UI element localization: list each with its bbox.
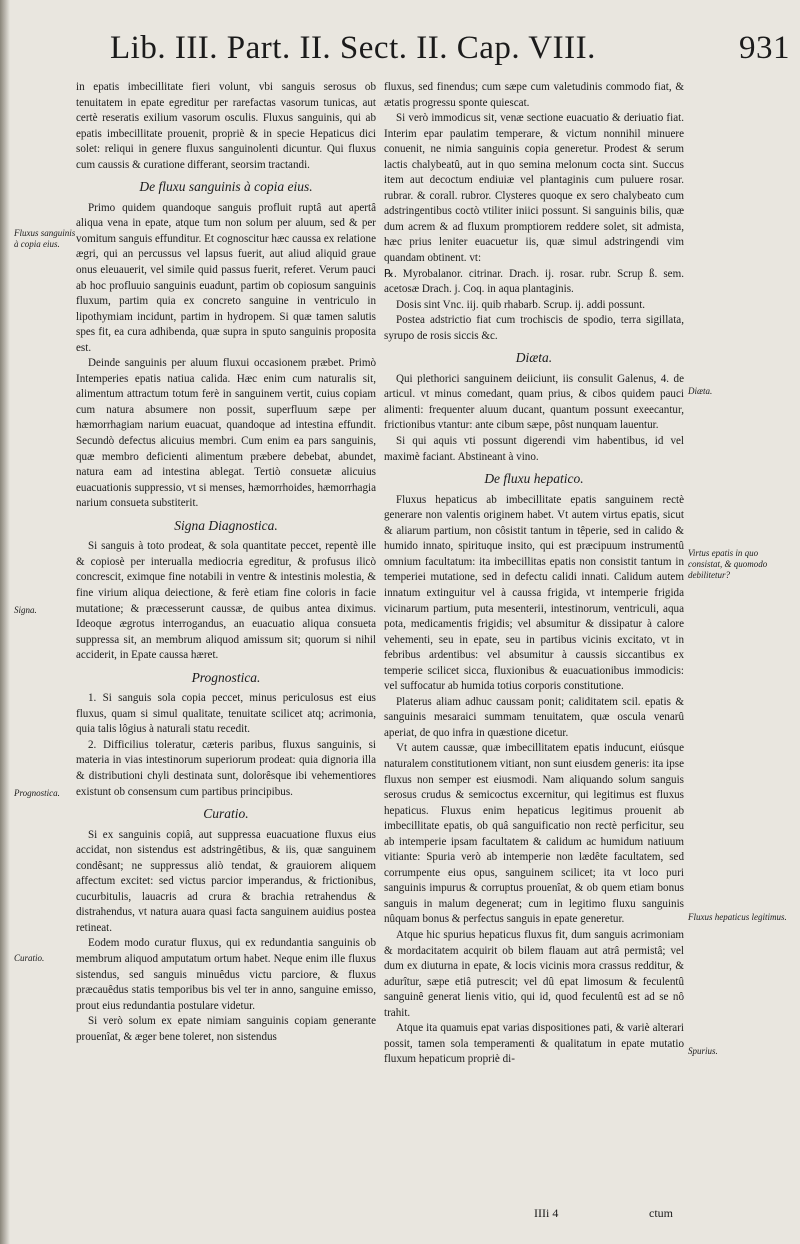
margin-note-curatio: Curatio. [14,953,45,963]
paragraph: Si verò immodicus sit, venæ sectione euacuatio & deriuatio fiat. Interim epar paulatim temperare, & victum nonnihil minuere conuenit, ne nimia sanguinis copia generetur. Prodest & serum lactis chalybeatû, aut in quo semina melonum cocta sint. Succus item aut decoctum endiuiæ vel plantaginis cum puluere rosar. rubrar. & corall. rubror. Clysteres quoque ex sero chalybeato cum adstringentibus coctò vtiliter iniici possunt. Si sanguinis bilis, quæ dum acrem & ad fluxum promptiorem reddere solet, sit admista, hæc prius leniter euacuetur iis, quæ simul adstringendi vim quandam obtinent. vt: [384,112,684,265]
margin-note-virtus: Virtus epatis in quo consistat, & quomodo debilitetur? [688,548,768,580]
paragraph: Vt autem caussæ, quæ imbecillitatem epatis inducunt, eiúsque naturalem constitutionem vitiant, non sunt eiusdem generis: ita ipse fluxus non semper est eiusmodi. Nam aliquando solum sanguis serosus crudus & semicoctus excernitur, qui legitimus est fluxus hepaticus. Fluxus enim hepaticus legitimus prouenit ab imbecillitate epatis, ob quâ sanguificatio non rectè perficitur, seu ab intemperie ipsam facultatem & calidum ac humidum natiuum vitiante: Spuria verò ab intemperie non lædête facultatem, sed corrumpente eius opus, sanguinem scilicet; ita vt loco puri sanguinis impurus & corruptus prouenîat, & ob quem etiam bonus sanguis in malum degenerat; cum in legitimo fluxu sanguinis nûquam bonus & perfectus sanguis in epate generetur. [384,742,684,926]
page-number: 931 [739,30,790,66]
section-heading: Prognostica. [191,669,261,685]
paragraph: Primo quidem quandoque sanguis profluit ruptâ aut apertâ aliqua vena in epate, atque tum non solum per aluum, sed & per vomitum sanguis effunditur. Et cognoscitur hæc caussa ex relatione ægri, qui an percussus vel lapsus fuerit, aut aliud aliquid graue onus eleuauerit, vel simile quid passus fuerit, referet. Verum pauci ab hoc profluuio sanguinis euadunt, partim ob copiosum sanguinis fluxum, partim quia ex concreto sanguine in ventriculo in lipothymiam incidunt, partim in hydropem. Si quæ tamen salutis spes fit, ea cura adhibenda, quæ supra in sputo sanguinis proposita est. [76,201,376,354]
margin-note-legitimus: Fluxus hepaticus legitimus. [688,912,787,922]
prescription: ℞. Myrobalanor. citrinar. Drach. ij. rosar. rubr. Scrup ß. sem. acetosæ Drach. j. Coq. in aqua plantaginis. [384,267,684,296]
paragraph: 1. Si sanguis sola copia peccet, minus periculosus est eius fluxus, quam si simul qualitate, tenuitate scilicet atq; acrimonia, quia talis lôgius à naturali statu recedit. [76,692,376,736]
page-gutter-shadow [0,0,10,1244]
paragraph: Deinde sanguinis per aluum fluxui occasionem præbet. Primò Intemperies epatis natiua calida. Hæc enim cum naturalis sit, alimentum attractum totum ferè in sanguinem vertit, cuius copiam cum natura absumere non possit, superfluum sæpe per hæmorrhagiam narium euacuat, quandoque ad intestina effundit. Secundò defectus alicuius membri. Cum enim ea pars sanguinis, quæ membro deficienti alimentum præbere debebat, abundet, natura eam ad intestina ablegat. Tertiò consuetæ alicuius euacuationis suppressio, vt si menses, hæmorrhoides, hæmorrhagia narium consueta substiterit. [76,357,376,510]
paragraph: fluxus, sed finendus; cum sæpe cum valetudinis commodo fiat, & ætatis progressu sponte quiescat. [384,81,684,109]
margin-note-signa: Signa. [14,605,37,615]
paragraph: 2. Difficilius toleratur, cæteris paribus, fluxus sanguinis, si materia in vias intestinorum superiorum prodeat: quia dignoria illa & distributioni chyli destinata sunt, dolorêsque ibi vehementiores existunt ob consensum cum partibus principibus. [76,738,376,798]
paragraph: Fluxus hepaticus ab imbecillitate epatis sanguinem rectè generare non valentis originem habet. Vt autem virtus epatis, sicut & aliarum partium, non côsistit tantum in têperie, sed in calido & humido innato, spirituque insito, qui est præcipuum instrumentû omnium facultatum: ita imbecillitas epatis non consistit tantum in temperiei mutatione, sed in defectu calidi innati. Calidum autem innatum extinguitur vel à caussa frigida, vt intemperie frigida vicinarum partium, puta mesenterii, intestinorum, ventriculi, aqua pota, medicamentis frigidis; vel absumitur & dissipatur à calore vehementi, seu in epate, seu in partibus vicinis excitato, vt in febribus ardentibus: vel absumitur à caussis siccantibus ex temperie scilicet sicca, fluxionibus & euacuationibus immodicis: vel suffocatur ab humida totius corporis constitutione. [384,493,684,693]
margin-note-prognostica: Prognostica. [14,788,60,798]
section-heading: De fluxu sanguinis à copia eius. [139,179,313,195]
paragraph: in epatis imbecillitate fieri volunt, vbi sanguis serosus ob tenuitatem in epate egreditur per rarefactas vasorum tunicas, aut certè reseratis exilium vasorum osculis. Fluxus sanguinis, qui ab epatis imbecillitate prouenit, propriè & in specie Hepaticus dici solet: reliqui in genere fluxus sanguinolenti dicuntur. Qui fluxus cum caussis & curatione differant, seorsim tractandi. [76,81,376,171]
right-column [384,80,684,1068]
signature-mark: IIIi 4 [534,1206,559,1220]
paragraph: Atque hic spurius hepaticus fluxus fit, dum sanguis acrimoniam & mordacitatem acquirit ob bilem flauam aut atrâ permistâ; vel dum ex diuturna in epate, & locis vicinis mora crassus redditur, & adurîtur, sæpe etiâ putrescit; vel dû epat limosum & feculentû sanguinê generat lienis vitio, qui id, quod feculentû est ad se nô trahit. [384,928,684,1019]
paragraph: Si ex sanguinis copiâ, aut suppressa euacuatione fluxus eius accidat, non sistendus est adstringêtibus, & iis, quæ sanguinem condêsant; ne suppressus aliò tendat, & grauiorem aliquem affectum excitet: sed victus parcior imperandus, & frictionibus, cucurbitulis, lauacris ad crura & brachia retrahendus & distrahendus, vt natura auara quasi facta sanguinem auidius postea retineat. [76,828,376,934]
section-heading: De fluxu hepatico. [484,471,584,487]
paragraph: Qui plethorici sanguinem deiiciunt, iis consulit Galenus, 4. de articul. vt minus comedant, quam prius, & cibos quidem pauci alimenti: frequenter aluum ducant, quantum possunt exeecantur, frictionibus vtantur: ante cibum sæpe, pôst nunquam lauentur. [384,372,684,432]
margin-note-diaeta: Diæta. [688,386,713,396]
section-heading: Diæta. [515,350,553,366]
paragraph: Postea adstrictio fiat cum trochiscis de spodio, terra sigillata, syrupo de rosis siccis &c. [384,314,684,342]
paragraph: Si qui aquis vti possunt digerendi vim habentibus, id vel maximè faciant. Abstineant à vino. [384,435,684,463]
paragraph: Si verò solum ex epate nimiam sanguinis copiam generante prouenîat, & æger bene toleret, non sistendus [76,1015,376,1043]
section-heading: Signa Diagnostica. [174,517,278,533]
paragraph: Dosis sint Vnc. iij. quib rhabarb. Scrup. ij. addi possunt. [396,298,646,311]
paragraph: Atque ita quamuis epat varias dispositiones pati, & variè alterari possit, tamen sola temperamenti & qualitatum in epate mutatio fluxum hepaticum propriè di- [384,1022,684,1066]
paragraph: Eodem modo curatur fluxus, qui ex redundantia sanguinis ob membrum aliquod amputatum ortum habet. Neque enim ille fluxus sistendus, sed sanguis minuêdus victu parciore, & fluxus præcauêdus statis temporibus bis vel ter in anno, sanguine emisso, prout eius redundantia postulare videtur. [76,937,376,1012]
margin-note-spurius: Spurius. [688,1046,718,1056]
running-title: Lib. III. Part. II. Sect. II. Cap. VIII. [110,30,596,66]
paragraph: Si sanguis à toto prodeat, & sola quantitate peccet, repentè ille & copiosè per interualla mediocria egreditur, & profusus ilicò concrescit, eximque fine notabili in ventre & intestinis molestia, & fine virium aliqua deiectione, & ferè etiam fine coloris in facie mutatione; & præcesserunt caussæ, de quibus antea diximus. Ideoque ægrotus interrogandus, an euacuatio aliqua consueta suppressa sit, an membrum aliquod amissum sit; quorum si nihil acciderit, in Epate caussa hæret. [76,540,376,662]
catchword: ctum [649,1206,673,1220]
paragraph: Platerus aliam adhuc caussam ponit; caliditatem scil. epatis & sanguinis mesaraici summam tenuitatem, quæ oscula venarû aperiat, de quo infra in quæstione dicetur. [384,695,684,739]
margin-note-fluxus: Fluxus sanguinis à copia eius. [14,228,76,249]
section-heading: Curatio. [203,806,249,822]
left-column [76,80,376,1045]
